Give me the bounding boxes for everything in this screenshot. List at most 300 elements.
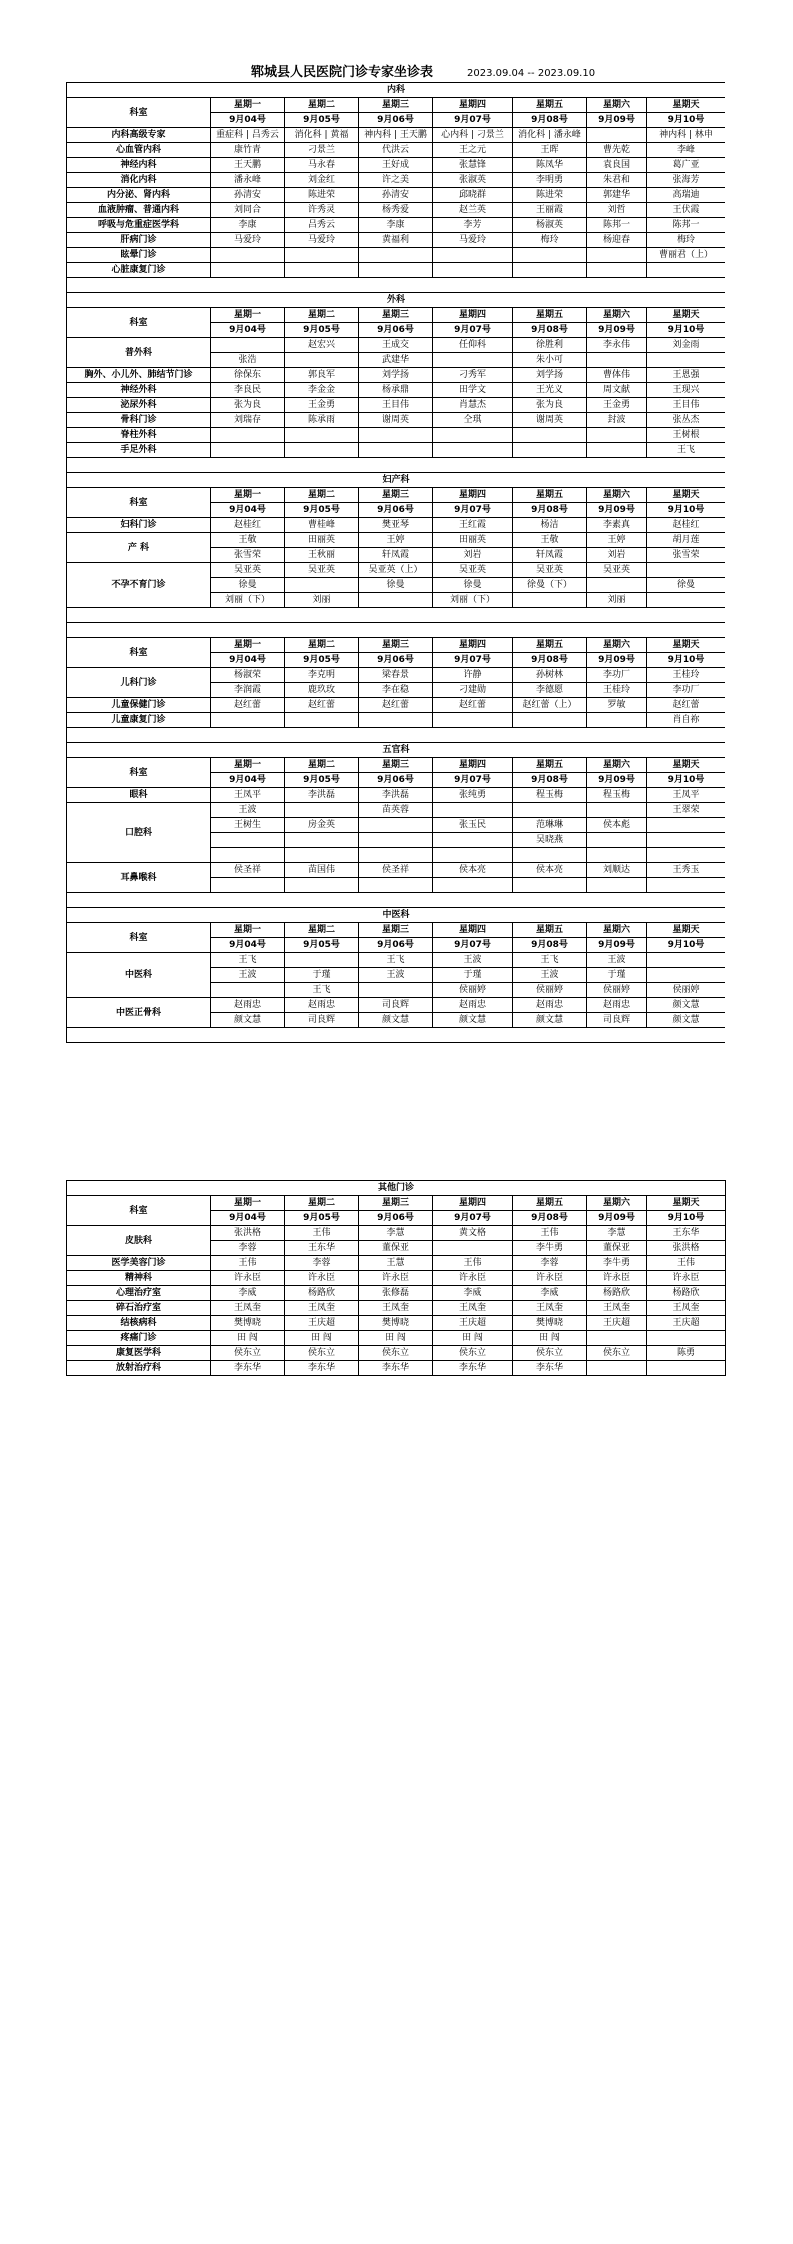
schedule-row [67,443,726,458]
doctor-cell: 王树生 [211,818,285,833]
section-header [67,83,726,98]
doctor-cell: 李素真 [587,518,647,533]
doctor-cell: 王之元 [433,143,513,158]
department-cell: 胸外、小儿外、肺结节门诊 [67,368,211,383]
doctor-cell [359,428,433,443]
doctor-cell: 王波 [211,803,285,818]
doctor-cell: 黄文格 [433,1226,513,1241]
department-cell: 妇科门诊 [67,518,211,533]
weekday-cell: 星期二 [285,98,359,113]
doctor-cell: 杨迎春 [587,233,647,248]
doctor-cell: 于瑾 [433,968,513,983]
weekday-cell: 星期六 [587,98,647,113]
department-cell: 神经内科 [67,158,211,173]
department-cell: 碎石治疗室 [67,1301,211,1316]
doctor-cell: 李芳 [433,218,513,233]
department-cell: 康复医学科 [67,1346,211,1361]
doctor-cell: 程玉梅 [587,788,647,803]
doctor-cell [285,248,359,263]
date-cell: 9月04号 [211,653,285,668]
doctor-cell: 徐曼 [211,578,285,593]
doctor-cell: 徐曼（下） [513,578,587,593]
doctor-cell: 李良民 [211,383,285,398]
date-cell: 9月08号 [513,653,587,668]
doctor-cell: 颜文慧 [433,1013,513,1028]
doctor-cell: 赵雨忠 [285,998,359,1013]
weekday-cell: 星期五 [513,758,587,773]
section-header [67,293,726,308]
date-cell: 9月07号 [433,653,513,668]
doctor-cell: 张洪格 [647,1241,726,1256]
doctor-cell: 王丽霞 [513,203,587,218]
doctor-cell: 刘丽 [587,593,647,608]
department-cell: 儿童保健门诊 [67,698,211,713]
date-cell: 9月07号 [433,1211,513,1226]
schedule-row [67,158,726,173]
doctor-cell: 朱君和 [587,173,647,188]
doctor-cell: 王飞 [647,443,726,458]
doctor-cell: 李明勇 [513,173,587,188]
weekday-cell: 星期四 [433,923,513,938]
doctor-cell: 梅玲 [647,233,726,248]
weekday-cell: 星期三 [359,638,433,653]
doctor-cell: 王婷 [587,533,647,548]
schedule-row [67,563,726,578]
doctor-cell: 梅玲 [513,233,587,248]
doctor-cell [587,878,647,893]
doctor-cell: 肖自祢 [647,713,726,728]
doctor-cell [285,263,359,278]
doctor-cell: 许永臣 [433,1271,513,1286]
doctor-cell: 杨路欣 [647,1286,726,1301]
doctor-cell [647,563,726,578]
doctor-cell: 杨路欣 [285,1286,359,1301]
department-cell: 中医科 [67,953,211,998]
spacer-row [67,278,726,293]
doctor-cell: 李东华 [359,1361,433,1376]
department-cell: 产 科 [67,533,211,563]
doctor-cell: 孙树林 [513,668,587,683]
doctor-cell [513,848,587,863]
doctor-cell: 侯东立 [433,1346,513,1361]
schedule-row [67,1331,726,1346]
doctor-cell: 吴亚英 [211,563,285,578]
doctor-cell: 许永臣 [285,1271,359,1286]
doctor-cell [359,848,433,863]
doctor-cell: 马爱玲 [285,233,359,248]
date-cell: 9月09号 [587,653,647,668]
doctor-cell: 王庆超 [587,1316,647,1331]
doctor-cell: 陈邦一 [587,218,647,233]
schedule-row [67,1286,726,1301]
doctor-cell [285,578,359,593]
date-cell: 9月10号 [647,113,726,128]
doctor-cell: 侯圣祥 [211,863,285,878]
section-title: 中医科 [67,908,726,923]
doctor-cell: 胡月莲 [647,533,726,548]
doctor-cell [211,428,285,443]
spacer-row [67,893,726,908]
doctor-cell: 袁良国 [587,158,647,173]
weekday-cell: 星期天 [647,488,726,503]
doctor-cell: 张纯勇 [433,788,513,803]
doctor-cell: 陈承雨 [285,413,359,428]
doctor-cell: 王凤奎 [513,1301,587,1316]
spacer-cell [67,278,726,293]
weekday-cell: 星期六 [587,1196,647,1211]
doctor-cell: 王伟 [285,1226,359,1241]
doctor-cell: 张浩 [211,353,285,368]
doctor-cell: 刘同合 [211,203,285,218]
doctor-cell: 张洪格 [211,1226,285,1241]
weekday-cell: 星期六 [587,638,647,653]
doctor-cell: 侯丽婷 [647,983,726,998]
doctor-cell: 侯东立 [211,1346,285,1361]
doctor-cell [285,833,359,848]
doctor-cell: 司良辉 [359,998,433,1013]
doctor-cell: 李功厂 [647,683,726,698]
doctor-cell: 康竹青 [211,143,285,158]
schedule-row [67,398,726,413]
doctor-cell: 陈进荣 [285,188,359,203]
date-cell: 9月08号 [513,1211,587,1226]
schedule-row [67,1226,726,1241]
department-cell: 口腔科 [67,803,211,863]
schedule-table-part-1 [66,82,725,1043]
doctor-cell: 赵雨忠 [513,998,587,1013]
doctor-cell: 轩凤霞 [359,548,433,563]
doctor-cell [433,263,513,278]
doctor-cell [211,713,285,728]
doctor-cell: 梁春景 [359,668,433,683]
doctor-cell [647,818,726,833]
doctor-cell: 王桂玲 [647,668,726,683]
schedule-row [67,1301,726,1316]
doctor-cell [587,443,647,458]
doctor-cell: 侯圣祥 [359,863,433,878]
doctor-cell [513,248,587,263]
department-cell: 结核病科 [67,1316,211,1331]
date-cell: 9月08号 [513,503,587,518]
date-cell: 9月04号 [211,938,285,953]
doctor-cell: 樊博晓 [211,1316,285,1331]
schedule-row [67,953,726,968]
doctor-cell: 许永臣 [359,1271,433,1286]
doctor-cell: 许秀灵 [285,203,359,218]
doctor-cell: 田丽英 [285,533,359,548]
department-cell: 内分泌、肾内科 [67,188,211,203]
doctor-cell: 马爱玲 [433,233,513,248]
weekday-cell: 星期五 [513,488,587,503]
doctor-cell: 刘丽 [285,593,359,608]
date-cell: 9月05号 [285,773,359,788]
doctor-cell: 杨淑荣 [211,668,285,683]
doctor-cell: 许永臣 [211,1271,285,1286]
doctor-cell: 许永臣 [587,1271,647,1286]
doctor-cell: 刘金红 [285,173,359,188]
doctor-cell: 王晖 [513,143,587,158]
dept-header-cell: 科室 [67,488,211,518]
doctor-cell: 吴亚英 [433,563,513,578]
doctor-cell [513,713,587,728]
doctor-cell: 刘学扬 [513,368,587,383]
weekday-cell: 星期天 [647,923,726,938]
doctor-cell: 张慧锋 [433,158,513,173]
doctor-cell: 樊亚琴 [359,518,433,533]
doctor-cell: 李威 [513,1286,587,1301]
doctor-cell [211,878,285,893]
weekday-header-row [67,758,726,773]
doctor-cell: 马永春 [285,158,359,173]
date-cell: 9月09号 [587,773,647,788]
doctor-cell: 赵雨忠 [587,998,647,1013]
department-cell: 血液肿瘤、普通内科 [67,203,211,218]
dept-header-cell: 科室 [67,98,211,128]
doctor-cell: 王波 [433,953,513,968]
doctor-cell: 李峰 [647,143,726,158]
doctor-cell: 王金勇 [587,398,647,413]
doctor-cell: 王伏霞 [647,203,726,218]
date-cell: 9月05号 [285,1211,359,1226]
section-title: 内科 [67,83,726,98]
doctor-cell: 田 闯 [211,1331,285,1346]
doctor-cell: 曹桂峰 [285,518,359,533]
doctor-cell [587,248,647,263]
section-header [67,473,726,488]
spacer-cell [67,458,726,473]
doctor-cell: 王凤奎 [587,1301,647,1316]
date-cell: 9月05号 [285,503,359,518]
schedule-row [67,368,726,383]
section-header [67,743,726,758]
doctor-cell: 刘顺达 [587,863,647,878]
doctor-cell: 徐保东 [211,368,285,383]
doctor-cell [211,263,285,278]
doctor-cell: 李东华 [211,1361,285,1376]
weekday-cell: 星期二 [285,308,359,323]
doctor-cell: 王光义 [513,383,587,398]
weekday-cell: 星期四 [433,638,513,653]
date-cell: 9月07号 [433,773,513,788]
doctor-cell: 范琳琳 [513,818,587,833]
doctor-cell: 杨秀爱 [359,203,433,218]
department-cell: 中医正骨科 [67,998,211,1028]
department-cell: 手足外科 [67,443,211,458]
doctor-cell: 李威 [211,1286,285,1301]
doctor-cell [647,953,726,968]
spacer-row [67,458,726,473]
doctor-cell: 张海芳 [647,173,726,188]
spacer-row [67,728,726,743]
doctor-cell: 刘岩 [433,548,513,563]
date-cell: 9月10号 [647,773,726,788]
schedule-row [67,233,726,248]
doctor-cell [359,248,433,263]
doctor-cell: 赵红蕾 [433,698,513,713]
doctor-cell: 侯东立 [587,1346,647,1361]
weekday-cell: 星期一 [211,923,285,938]
doctor-cell [513,443,587,458]
dept-header-cell: 科室 [67,923,211,953]
doctor-cell [587,803,647,818]
doctor-cell: 许永臣 [647,1271,726,1286]
doctor-cell: 李金金 [285,383,359,398]
spacer-cell [67,893,726,908]
weekday-cell: 星期五 [513,923,587,938]
doctor-cell: 张淑英 [433,173,513,188]
doctor-cell [587,353,647,368]
doctor-cell: 徐曼 [433,578,513,593]
schedule-row [67,698,726,713]
date-cell: 9月10号 [647,938,726,953]
doctor-cell: 代洪云 [359,143,433,158]
date-cell: 9月05号 [285,323,359,338]
schedule-row [67,1271,726,1286]
spacer-cell [67,608,726,623]
weekday-cell: 星期三 [359,923,433,938]
doctor-cell [211,983,285,998]
department-cell: 疼痛门诊 [67,1331,211,1346]
doctor-cell: 王飞 [285,983,359,998]
weekday-cell: 星期二 [285,1196,359,1211]
doctor-cell: 仝琪 [433,413,513,428]
doctor-cell [587,833,647,848]
section-header [67,908,726,923]
doctor-cell: 刘丽（下） [211,593,285,608]
doctor-cell [285,443,359,458]
doctor-cell: 任仰科 [433,338,513,353]
doctor-cell [285,878,359,893]
page-title: 郓城县人民医院门诊专家坐诊表 [251,65,434,80]
doctor-cell: 曹体伟 [587,368,647,383]
doctor-cell: 颜文慧 [211,1013,285,1028]
doctor-cell: 潘永峰 [211,173,285,188]
weekday-cell: 星期天 [647,98,726,113]
weekday-cell: 星期五 [513,638,587,653]
doctor-cell: 郭良军 [285,368,359,383]
doctor-cell [587,263,647,278]
doctor-cell: 侯东立 [513,1346,587,1361]
doctor-cell: 司良辉 [587,1013,647,1028]
doctor-cell: 张为良 [211,398,285,413]
doctor-cell [513,803,587,818]
date-range: 2023.09.04 -- 2023.09.10 [467,68,596,79]
doctor-cell: 田学文 [433,383,513,398]
doctor-cell [647,1331,726,1346]
weekday-cell: 星期一 [211,98,285,113]
doctor-cell: 王金勇 [285,398,359,413]
doctor-cell [285,713,359,728]
doctor-cell: 李洪磊 [359,788,433,803]
schedule-row [67,248,726,263]
department-cell: 心脏康复门诊 [67,263,211,278]
doctor-cell: 李慧 [359,1226,433,1241]
weekday-cell: 星期一 [211,308,285,323]
date-cell: 9月09号 [587,323,647,338]
doctor-cell: 王波 [359,968,433,983]
date-cell: 9月06号 [359,1211,433,1226]
doctor-cell: 葛广亚 [647,158,726,173]
schedule-row [67,338,726,353]
doctor-cell: 杨路欣 [587,1286,647,1301]
doctor-cell: 吴亚英 [587,563,647,578]
date-cell: 9月07号 [433,323,513,338]
doctor-cell [587,1331,647,1346]
doctor-cell: 消化科 | 黄福 [285,128,359,143]
doctor-cell: 李东华 [433,1361,513,1376]
doctor-cell: 侯本亮 [513,863,587,878]
weekday-cell: 星期二 [285,923,359,938]
doctor-cell [647,593,726,608]
doctor-cell: 赵兰英 [433,203,513,218]
doctor-cell: 李东华 [513,1361,587,1376]
doctor-cell: 王凤奎 [285,1301,359,1316]
doctor-cell: 赵红蕾 [211,698,285,713]
doctor-cell [647,263,726,278]
doctor-cell: 轩凤霞 [513,548,587,563]
schedule-page-2 [66,1180,725,1376]
doctor-cell: 王红霞 [433,518,513,533]
schedule-row [67,263,726,278]
doctor-cell: 李蓉 [211,1241,285,1256]
doctor-cell [433,878,513,893]
doctor-cell [647,833,726,848]
doctor-cell: 杨承鼎 [359,383,433,398]
doctor-cell [285,353,359,368]
doctor-cell: 许静 [433,668,513,683]
doctor-cell: 刘丽（下） [433,593,513,608]
date-cell: 9月04号 [211,113,285,128]
doctor-cell: 赵红蕾 [359,698,433,713]
doctor-cell: 王凤奎 [359,1301,433,1316]
doctor-cell [433,848,513,863]
schedule-row [67,713,726,728]
doctor-cell: 徐胜利 [513,338,587,353]
doctor-cell: 王伟 [513,1226,587,1241]
doctor-cell: 董保亚 [359,1241,433,1256]
doctor-cell: 王庆超 [285,1316,359,1331]
doctor-cell: 谢周英 [359,413,433,428]
doctor-cell: 许永臣 [513,1271,587,1286]
doctor-cell: 吴亚英（上） [359,563,433,578]
doctor-cell: 李德愿 [513,683,587,698]
date-cell: 9月06号 [359,323,433,338]
department-cell: 不孕不育门诊 [67,563,211,608]
weekday-cell: 星期天 [647,1196,726,1211]
doctor-cell: 赵红蕾 [647,698,726,713]
schedule-row [67,188,726,203]
doctor-cell: 李洪磊 [285,788,359,803]
doctor-cell: 刁景兰 [285,143,359,158]
schedule-row [67,203,726,218]
doctor-cell: 心内科 | 刁景兰 [433,128,513,143]
date-cell: 9月09号 [587,113,647,128]
doctor-cell: 王目伟 [647,398,726,413]
doctor-cell: 司良辉 [285,1013,359,1028]
date-cell: 9月08号 [513,113,587,128]
doctor-cell: 赵雨忠 [433,998,513,1013]
doctor-cell [285,428,359,443]
doctor-cell: 侯东立 [285,1346,359,1361]
doctor-cell: 赵红蕾 [285,698,359,713]
department-cell: 皮肤科 [67,1226,211,1256]
doctor-cell: 陈进荣 [513,188,587,203]
department-cell: 儿童康复门诊 [67,713,211,728]
doctor-cell [285,803,359,818]
spacer-cell [67,1028,726,1043]
doctor-cell [647,878,726,893]
doctor-cell [587,713,647,728]
